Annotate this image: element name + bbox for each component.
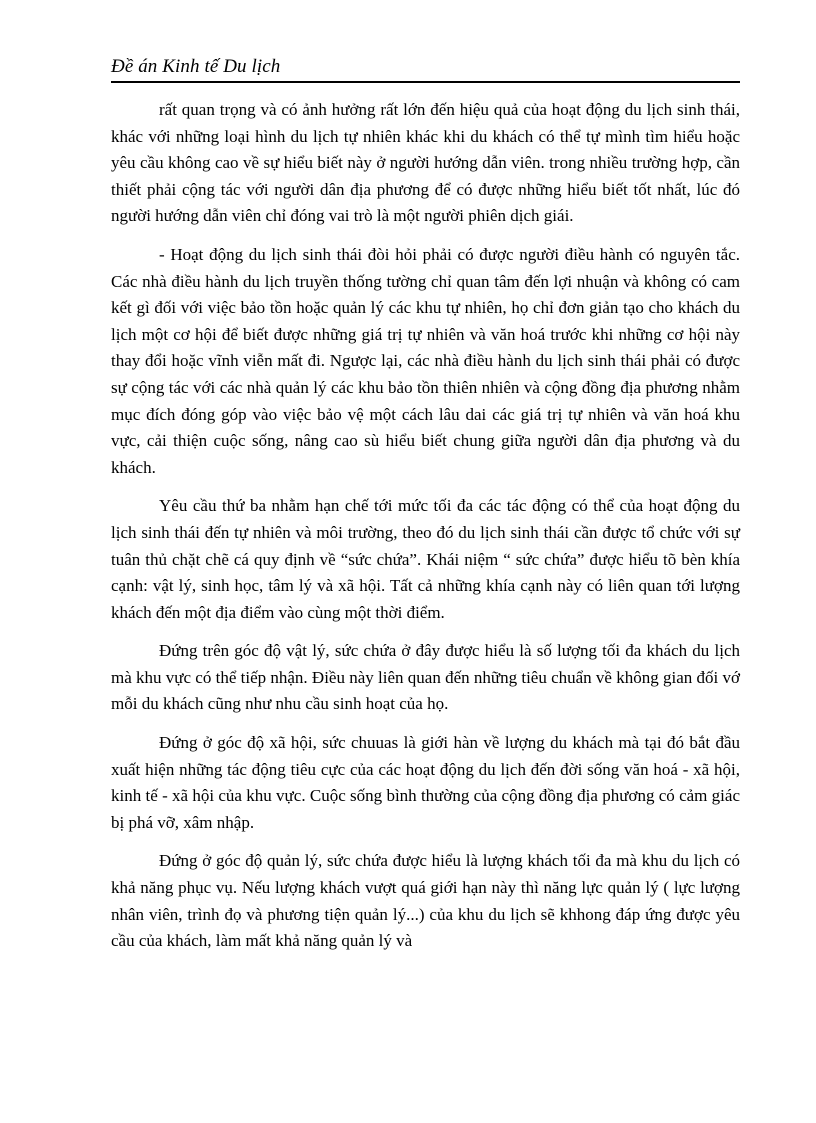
- paragraph: rất quan trọng và có ảnh hưởng rất lớn đến hiệu quả của hoạt động du lịch sinh thái, khác với những loại hình du lịch tự nhiên khác khi du khách có thể tự mình tìm hiểu hoặc yêu cầu không cao về sự hiểu biết này ở người hướng dẫn viên. trong nhiều trường hợp, cần thiết phải cộng tác với người dân địa phương để có được những hiểu biết tốt nhất, lúc đó người hướng dẫn viên chỉ đóng vai trò là một người phiên dịch giái.: [111, 100, 740, 226]
- paragraph: - Hoạt động du lịch sinh thái đòi hỏi phải có được người điều hành có nguyên tắc. Các nhà điều hành du lịch truyền thống tường chỉ quan tâm đến lợi nhuận và không có cam kết gì đối với việc bảo tồn hoặc quản lý các khu tự nhiên, họ chỉ đơn giản tạo cho khách du lịch một cơ hội để biết được những giá trị tự nhiên và văn hoá trước khi những cơ hội này thay đổi hoặc vĩnh viễn mất đi. Ngược lại, các nhà điều hành du lịch sinh thái phải có được sự cộng tác với các nhà quản lý các khu bảo tồn thiên nhiên và cộng đồng địa phương nhằm mục đích đóng góp vào việc bảo vệ một cách lâu dai các giá trị tự nhiên và văn hoá khu vực, cải thiện cuộc sống, nâng cao sù hiểu biết chung giữa người dân địa phương và du khách.: [111, 244, 740, 477]
- paragraph: Đứng trên góc độ vật lý, sức chứa ở đây được hiểu là số lượng tối đa khách du lịch mà khu vực có thể tiếp nhận. Điều này liên quan đến những tiêu chuẩn về không gian đối vớ mỗi du khách cũng như nhu cầu sinh hoạt của họ.: [111, 641, 740, 714]
- paragraph: Đứng ở góc độ xã hội, sức chuuas là giới hàn về lượng du khách mà tại đó bắt đầu xuất hiện những tác động tiêu cực của các hoạt động du lịch đến đời sống văn hoá - xã hội, kinh tế - xã hội của khu vực. Cuộc sống bình thường của cộng đồng địa phương có cảm giác bị phá vỡ, xâm nhập.: [111, 733, 740, 832]
- header-title: Đề án Kinh tế Du lịch: [111, 56, 281, 77]
- paragraph: Đứng ở góc độ quản lý, sức chứa được hiểu là lượng khách tối đa mà khu du lịch có khả năng phục vụ. Nếu lượng khách vượt quá giới hạn này thì năng lực quản lý ( lực lượng nhân viên, trình đọ và phương tiện quản lý...) của khu du lịch sẽ khhong đáp ứng được yêu cầu của khách, làm mất khả năng quản lý và: [111, 851, 740, 951]
- paragraph: Yêu cầu thứ ba nhằm hạn chế tới mức tối đa các tác động có thể của hoạt động du lịch sinh thái đến tự nhiên và môi trường, theo đó du lịch sinh thái cần được tổ chức với sự tuân thủ chặt chẽ cá quy định về “sức chứa”. Khái niệm “ sức chứa” được hiểu tõ bèn khía cạnh: vật lý, sinh học, tâm lý và xã hội. Tất cả những khía cạnh này có liên quan tới lượng khách đến một địa điểm vào cùng một thời điểm.: [111, 496, 740, 622]
- page-header: [111, 54, 740, 83]
- document-body: [111, 97, 740, 967]
